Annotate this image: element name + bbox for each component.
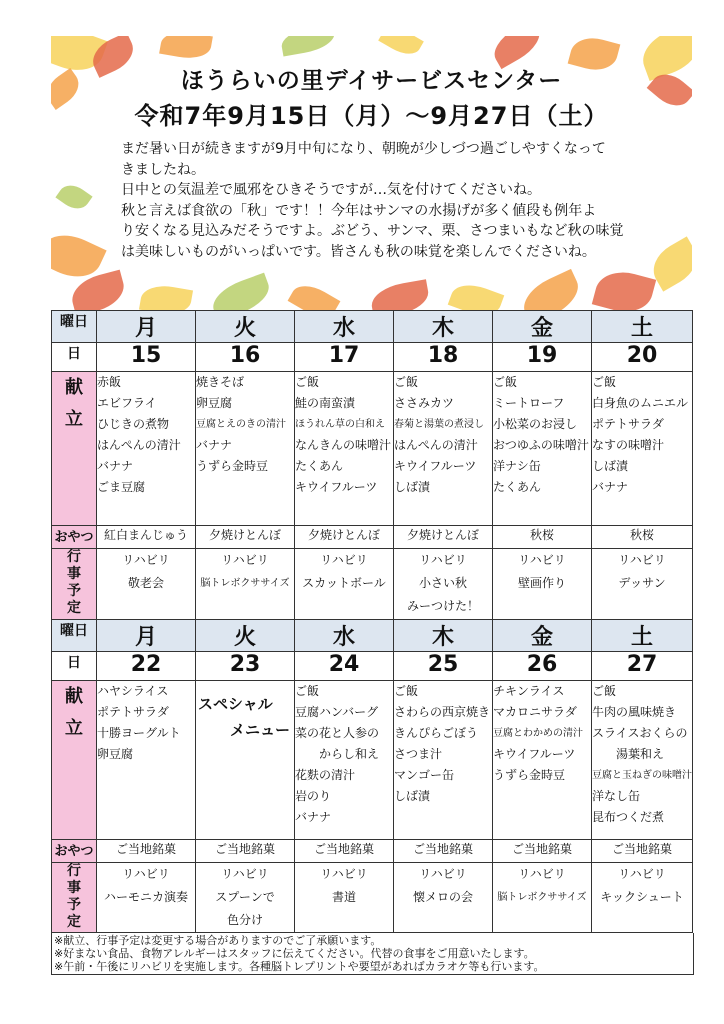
menu-row: [52, 372, 693, 526]
date-cell: 15: [97, 343, 196, 372]
snack-cell: 夕焼けとんぼ: [196, 526, 295, 549]
menu-item: バナナ: [196, 438, 233, 452]
events-label-char: 事: [67, 880, 81, 896]
menu-item: ご飯: [592, 684, 617, 698]
event-item: 懐メロの会: [412, 890, 473, 904]
events-label-char: 予: [67, 897, 81, 913]
date-row: [52, 652, 693, 681]
event-cell: [97, 549, 196, 620]
date-range: 令和7年9月15日（月）～9月27日（土）: [134, 102, 609, 130]
snack-cell: 紅白まんじゅう: [97, 526, 196, 549]
menu-item: たくあん: [295, 459, 344, 473]
special-menu-line: メニュー: [229, 721, 290, 739]
menu-cell: [493, 681, 592, 840]
table-body: [52, 311, 693, 933]
menu-item: ささみカツ: [394, 396, 455, 410]
menu-item: 豆腐と玉ねぎの味噌汁: [592, 770, 692, 781]
events-label-char: 定: [67, 914, 81, 930]
weekday-cell: 土: [592, 311, 693, 343]
menu-item: 赤飯: [97, 375, 122, 389]
event-item: みーつけた！: [406, 599, 479, 613]
menu-item: ごま豆腐: [97, 480, 146, 494]
snack-cell: 夕焼けとんぼ: [394, 526, 493, 549]
event-cell: [97, 863, 196, 933]
event-cell: [592, 863, 693, 933]
weekday-label: 曜日: [52, 620, 97, 652]
menu-item: マンゴー缶: [394, 768, 455, 782]
event-cell: [394, 549, 493, 620]
date-cell: 27: [592, 652, 693, 681]
event-item: リハビリ: [122, 867, 170, 881]
menu-item: バナナ: [592, 480, 629, 494]
weekday-cell: 木: [394, 620, 493, 652]
menu-label-char: 立: [65, 409, 83, 430]
menu-item: 白身魚のムニエル: [592, 396, 689, 410]
weekly-menu-table: [51, 310, 693, 933]
leaf-decoration-icon: [448, 278, 505, 310]
event-item: デッサン: [618, 576, 666, 590]
menu-item: 菜の花と人参の: [295, 726, 380, 740]
menu-cell: [97, 681, 196, 840]
menu-cell: [592, 372, 693, 526]
menu-item: バナナ: [295, 810, 332, 824]
menu-item: スライスおくらの: [592, 726, 688, 740]
leaf-decoration-icon: [55, 179, 92, 214]
menu-item: 牛肉の風味焼き: [592, 705, 677, 719]
center-title: ほうらいの里デイサービスセンター: [180, 68, 563, 94]
event-item: リハビリ: [320, 553, 368, 567]
snack-cell: ご当地銘菓: [295, 840, 394, 863]
date-cell: 25: [394, 652, 493, 681]
date-cell: 18: [394, 343, 493, 372]
snack-cell: ご当地銘菓: [97, 840, 196, 863]
menu-item: チキンライス: [493, 684, 565, 698]
snack-cell: ご当地銘菓: [493, 840, 592, 863]
menu-item: エビフライ: [97, 396, 157, 410]
menu-item: バナナ: [97, 459, 134, 473]
menu-label-char: 立: [65, 718, 83, 739]
events-label: [52, 549, 97, 620]
events-label-char: 予: [67, 583, 81, 599]
event-item: スプーンで: [215, 890, 275, 904]
snack-label: おやつ: [52, 840, 97, 863]
menu-row: [52, 681, 693, 840]
calendar-page: [51, 36, 692, 975]
menu-cell: [295, 372, 394, 526]
menu-item: はんぺんの清汁: [394, 438, 478, 452]
menu-label-char: 献: [65, 686, 83, 707]
menu-item: ほうれん草の白和え: [295, 419, 385, 430]
menu-item: はんぺんの清汁: [97, 438, 181, 452]
menu-item: しば漬: [394, 480, 431, 494]
menu-cell: [196, 372, 295, 526]
menu-item: おつゆふの味噌汁: [493, 438, 589, 452]
intro-line: 日中との気温差で風邪をひきそうですが…気を付けてくださいね。: [121, 182, 541, 198]
menu-item: 花麩の清汁: [295, 768, 356, 782]
menu-item: ハヤシライス: [97, 684, 169, 698]
event-item: 脳トレボクササイズ: [200, 578, 290, 589]
date-cell: 26: [493, 652, 592, 681]
menu-item: 昆布つくだ煮: [592, 810, 665, 824]
event-item: 色分け: [226, 913, 263, 927]
intro-line: は美味しいものがいっぱいです。皆さんも秋の味覚を楽しんでくださいね。: [121, 243, 596, 260]
date-cell: 20: [592, 343, 693, 372]
weekday-cell: 金: [493, 311, 592, 343]
menu-item: しば漬: [394, 789, 431, 803]
leaf-decoration-icon: [378, 36, 424, 61]
menu-cell: [295, 681, 394, 840]
snack-cell: ご当地銘菓: [592, 840, 693, 863]
special-menu-line: スペシャル: [198, 695, 273, 713]
date-cell: 19: [493, 343, 592, 372]
events-row: [52, 863, 693, 933]
menu-item: キウイフルーツ: [394, 459, 477, 473]
weekday-cell: 月: [97, 311, 196, 343]
intro-line: り安くなる見込みだそうですよ。ぶどう、サンマ、栗、さつまいもなど秋の味覚: [121, 223, 624, 239]
leaf-decoration-icon: [517, 269, 586, 310]
events-label-char: 定: [67, 600, 81, 616]
leaf-decoration-icon: [159, 36, 213, 62]
menu-item: 十勝ヨーグルト: [97, 726, 181, 740]
event-cell: [295, 863, 394, 933]
event-item: リハビリ: [221, 867, 269, 881]
event-cell: [295, 549, 394, 620]
menu-cell: [97, 372, 196, 526]
leaf-decoration-icon: [208, 273, 275, 310]
weekday-cell: 水: [295, 620, 394, 652]
menu-item: キウイフルーツ: [295, 480, 378, 494]
event-cell: [592, 549, 693, 620]
snack-cell: ご当地銘菓: [394, 840, 493, 863]
menu-item: 小松菜のお浸し: [493, 417, 578, 431]
event-item: キックシュート: [600, 890, 684, 904]
weekday-cell: 火: [196, 311, 295, 343]
snack-row: [52, 840, 693, 863]
event-item: 壁画作り: [517, 576, 566, 590]
events-row: [52, 549, 693, 620]
event-item: リハビリ: [618, 867, 666, 881]
note-line: ※好まない食品、食物アレルギーはスタッフに伝えてください。代替の食事をご用意いたします。: [54, 947, 535, 960]
event-item: リハビリ: [518, 867, 566, 881]
notes-footer: [51, 933, 694, 975]
event-item: 小さい秋: [418, 576, 467, 590]
menu-label: [52, 372, 97, 526]
menu-item: 岩のり: [295, 789, 332, 803]
event-item: リハビリ: [320, 867, 368, 881]
menu-item: 焼きそば: [196, 375, 245, 389]
menu-item: ご飯: [394, 684, 419, 698]
event-item: リハビリ: [618, 553, 666, 567]
menu-item: うずら金時豆: [493, 768, 566, 782]
menu-item: ミートローフ: [493, 396, 565, 410]
menu-item: ひじきの煮物: [97, 417, 170, 431]
menu-item: 洋なし缶: [592, 789, 641, 803]
leaf-decoration-icon: [279, 36, 336, 57]
event-cell: [493, 549, 592, 620]
date-cell: 24: [295, 652, 394, 681]
event-item: リハビリ: [419, 867, 467, 881]
weekday-row: [52, 620, 693, 652]
note-line: ※午前・午後にリハビリを実施します。各種脳トレプリントや要望があればカラオケ等も行います。: [54, 960, 545, 973]
weekday-cell: 火: [196, 620, 295, 652]
menu-label: [52, 681, 97, 840]
note-line: ※献立、行事予定は変更する場合がありますのでご了承願います。: [54, 934, 382, 947]
autumn-header: [51, 36, 692, 310]
day-label: 日: [52, 343, 97, 372]
menu-cell: [394, 681, 493, 840]
weekday-row: [52, 311, 693, 343]
menu-item: うずら金時豆: [196, 459, 269, 473]
menu-item: たくあん: [493, 480, 542, 494]
menu-cell: [592, 681, 693, 840]
menu-item: ご飯: [493, 375, 518, 389]
menu-item: しば漬: [592, 459, 629, 473]
menu-cell: [196, 681, 295, 840]
weekday-cell: 金: [493, 620, 592, 652]
menu-item: ご飯: [295, 375, 320, 389]
date-row: [52, 343, 693, 372]
menu-item: マカロニサラダ: [493, 705, 577, 719]
menu-item: さわらの西京焼き: [394, 705, 491, 719]
event-item: リハビリ: [518, 553, 566, 567]
date-cell: 23: [196, 652, 295, 681]
intro-message: [121, 139, 681, 262]
leaf-decoration-icon: [369, 279, 431, 310]
event-cell: [196, 863, 295, 933]
snack-row: [52, 526, 693, 549]
leaf-decoration-icon: [592, 265, 656, 310]
menu-item: ご飯: [592, 375, 617, 389]
menu-item: 豆腐とわかめの清汁: [493, 728, 583, 739]
intro-line: 秋と言えば食欲の「秋」です！！今年はサンマの水揚げが多く値段も例年よ: [121, 202, 597, 219]
menu-item: ポテトサラダ: [592, 417, 664, 431]
menu-item: 春菊と湯葉の煮浸し: [394, 419, 484, 430]
snack-cell: 夕焼けとんぼ: [295, 526, 394, 549]
event-cell: [493, 863, 592, 933]
leaf-decoration-icon: [139, 282, 193, 310]
menu-item: 卵豆腐: [196, 396, 233, 410]
event-item: リハビリ: [419, 553, 467, 567]
weekday-cell: 木: [394, 311, 493, 343]
weekday-cell: 月: [97, 620, 196, 652]
menu-item: ポテトサラダ: [97, 705, 169, 719]
snack-cell: 秋桜: [592, 526, 693, 549]
menu-cell: [493, 372, 592, 526]
snack-cell: 秋桜: [493, 526, 592, 549]
event-item: 敬老会: [127, 576, 164, 590]
events-label: [52, 863, 97, 933]
menu-item: ご飯: [394, 375, 419, 389]
leaf-decoration-icon: [288, 278, 341, 310]
menu-item: からし和え: [295, 747, 380, 761]
menu-cell: [394, 372, 493, 526]
menu-label-char: 献: [65, 377, 83, 398]
menu-item: 湯葉和え: [592, 747, 665, 761]
events-label-char: 事: [67, 566, 81, 582]
menu-item: さつま汁: [394, 747, 443, 761]
event-item: ハーモニカ演奏: [103, 890, 188, 904]
menu-item: なんきんの味噌汁: [295, 438, 392, 452]
menu-item: 洋ナシ缶: [493, 459, 541, 473]
menu-item: 豆腐ハンバーグ: [295, 705, 379, 719]
event-cell: [196, 549, 295, 620]
event-cell: [394, 863, 493, 933]
events-label-char: 行: [67, 863, 81, 879]
menu-item: 豆腐とえのきの清汁: [196, 419, 286, 430]
date-cell: 17: [295, 343, 394, 372]
menu-item: きんぴらごぼう: [394, 726, 479, 740]
event-item: スカットボール: [302, 576, 386, 590]
event-item: 書道: [331, 890, 356, 904]
menu-item: キウイフルーツ: [493, 747, 576, 761]
weekday-label: 曜日: [52, 311, 97, 343]
intro-line: まだ暑い日が続きますが9月中旬になり、朝晩が少しづつ過ごしやすくなって: [121, 141, 606, 157]
menu-item: なすの味噌汁: [592, 438, 665, 452]
date-cell: 22: [97, 652, 196, 681]
menu-item: 卵豆腐: [97, 747, 134, 761]
menu-item: 鮭の南蛮漬: [295, 396, 356, 410]
menu-item: ご飯: [295, 684, 320, 698]
day-label: 日: [52, 652, 97, 681]
event-item: 脳トレボクササイズ: [497, 892, 587, 903]
events-label-char: 行: [67, 549, 81, 565]
event-item: リハビリ: [122, 553, 170, 567]
event-item: リハビリ: [221, 553, 269, 567]
intro-line: きましたね。: [121, 161, 205, 178]
weekday-cell: 土: [592, 620, 693, 652]
snack-cell: ご当地銘菓: [196, 840, 295, 863]
date-cell: 16: [196, 343, 295, 372]
weekday-cell: 水: [295, 311, 394, 343]
snack-label: おやつ: [52, 526, 97, 549]
